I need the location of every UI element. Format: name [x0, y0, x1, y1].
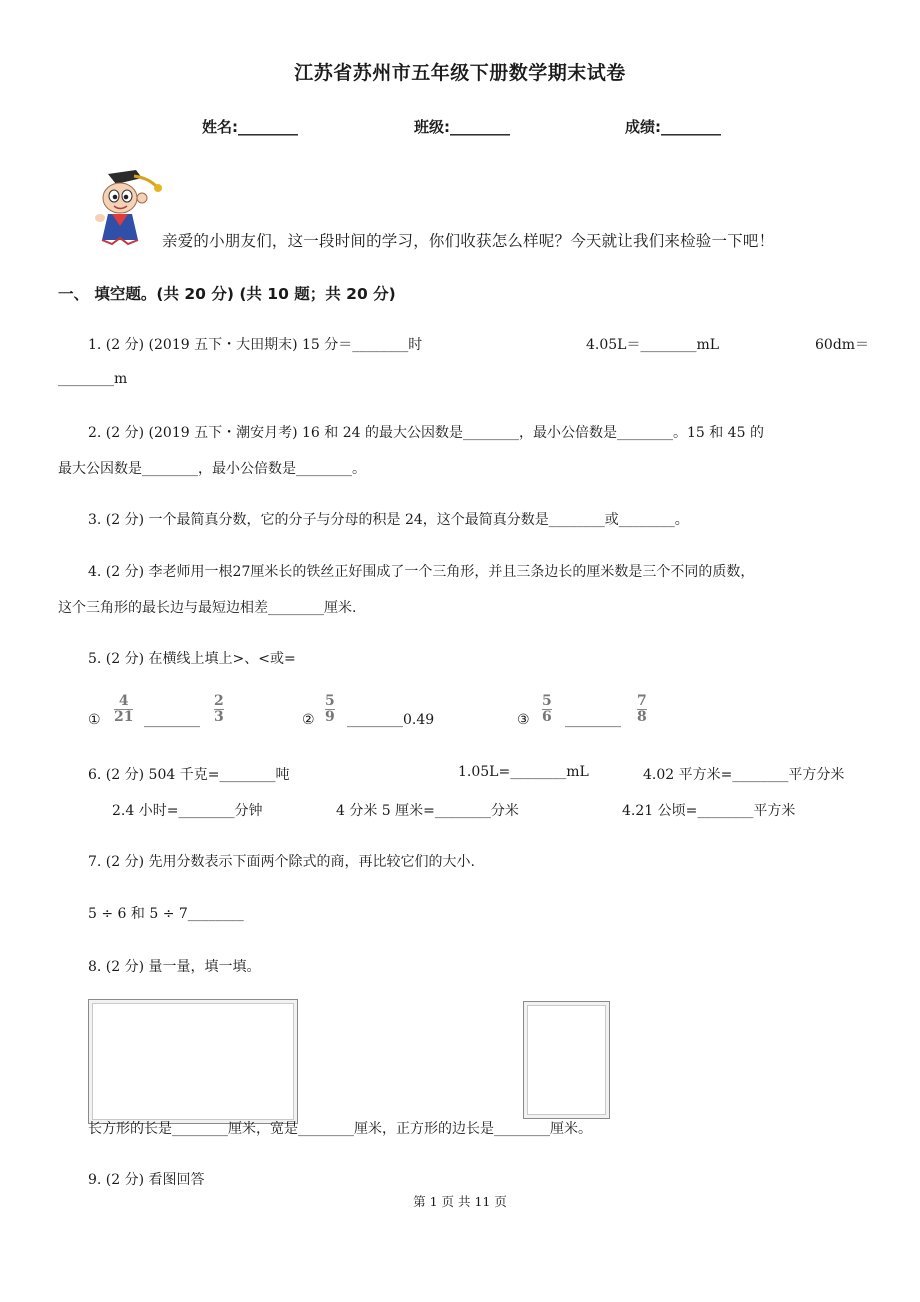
q2-line2: 最大公因数是________，最小公倍数是________。 — [58, 461, 366, 477]
q5-item3-marker: ③ — [517, 712, 530, 728]
q6-part-d: 2.4 小时=________分钟 — [112, 803, 263, 819]
q5-item3-fraction2 — [637, 694, 647, 725]
fraction-denominator: 9 — [325, 709, 335, 725]
q5-item3-fraction — [542, 694, 552, 725]
fraction-numerator: 7 — [637, 693, 647, 709]
q5-item3-blank: ________ — [565, 712, 621, 728]
q9-line1: 9. (2 分) 看图回答 — [88, 1172, 205, 1188]
mascot-icon — [90, 168, 168, 246]
q1-part1: 1. (2 分) (2019 五下・大田期末) 15 分＝________时 — [88, 337, 423, 353]
q5-item1-blank: ________ — [144, 712, 200, 728]
name-field[interactable]: 姓名:________ — [202, 118, 298, 136]
section-heading: 一、 填空题。(共 20 分) (共 10 题；共 20 分) — [58, 285, 396, 303]
q1-part3: 60dm＝ — [815, 337, 870, 353]
q5-item1-fraction2 — [214, 694, 224, 725]
q6-part-f: 4.21 公顷=________平方米 — [622, 803, 796, 819]
fraction-numerator: 2 — [214, 693, 224, 709]
fraction-denominator: 21 — [114, 709, 134, 725]
q5-item2-blank: ________0.49 — [347, 712, 435, 728]
q5-item2-fraction — [325, 694, 335, 725]
q6-part-b: 1.05L=________mL — [458, 764, 589, 780]
square-figure — [523, 1001, 610, 1119]
rectangle-figure — [88, 999, 298, 1124]
fraction-numerator: 4 — [118, 693, 129, 709]
q1-line2: ________m — [58, 371, 128, 387]
fraction-numerator: 5 — [325, 693, 335, 709]
q5-item1-marker: ① — [88, 712, 101, 728]
greeting-text: 亲爱的小朋友们，这一段时间的学习，你们收获怎么样呢？今天就让我们来检验一下吧！ — [162, 232, 775, 250]
fraction-numerator: 5 — [542, 693, 552, 709]
q4-line1: 4. (2 分) 李老师用一根27厘米长的铁丝正好围成了一个三角形，并且三条边长的厘米数是三个不同的质数， — [88, 564, 755, 580]
q6-part-a: 6. (2 分) 504 千克=________吨 — [88, 767, 290, 783]
q8-line1: 8. (2 分) 量一量，填一填。 — [88, 959, 261, 975]
fraction-denominator: 8 — [637, 709, 647, 725]
q4-line2: 这个三角形的最长边与最短边相差________厘米. — [58, 600, 357, 616]
q3-line1: 3. (2 分) 一个最简真分数，它的分子与分母的积是 24，这个最简真分数是________或________。 — [88, 512, 689, 528]
q8-answer: 长方形的长是________厘米，宽是________厘米，正方形的边长是________厘米。 — [88, 1121, 592, 1137]
fraction-denominator: 6 — [542, 709, 552, 725]
q6-part-c: 4.02 平方米=________平方分米 — [643, 767, 845, 783]
q5-line1: 5. (2 分) 在横线上填上>、<或= — [88, 651, 296, 667]
q2-line1: 2. (2 分) (2019 五下・潮安月考) 16 和 24 的最大公因数是________，最小公倍数是________。15 和 45 的 — [88, 425, 764, 441]
page-footer: 第 1 页 共 11 页 — [413, 1194, 507, 1209]
q5-item2-marker: ② — [302, 712, 315, 728]
score-field[interactable]: 成绩:________ — [625, 118, 721, 136]
q7-line1: 7. (2 分) 先用分数表示下面两个除式的商，再比较它们的大小. — [88, 854, 475, 870]
class-field[interactable]: 班级:________ — [414, 118, 510, 136]
fraction-denominator: 3 — [214, 709, 224, 725]
q6-part-e: 4 分米 5 厘米=________分米 — [336, 803, 519, 819]
q5-item1-fraction — [114, 694, 133, 725]
q7-line2: 5 ÷ 6 和 5 ÷ 7________ — [88, 906, 244, 922]
q1-part2: 4.05L＝________mL — [586, 337, 720, 353]
page-title: 江苏省苏州市五年级下册数学期末试卷 — [294, 62, 626, 84]
